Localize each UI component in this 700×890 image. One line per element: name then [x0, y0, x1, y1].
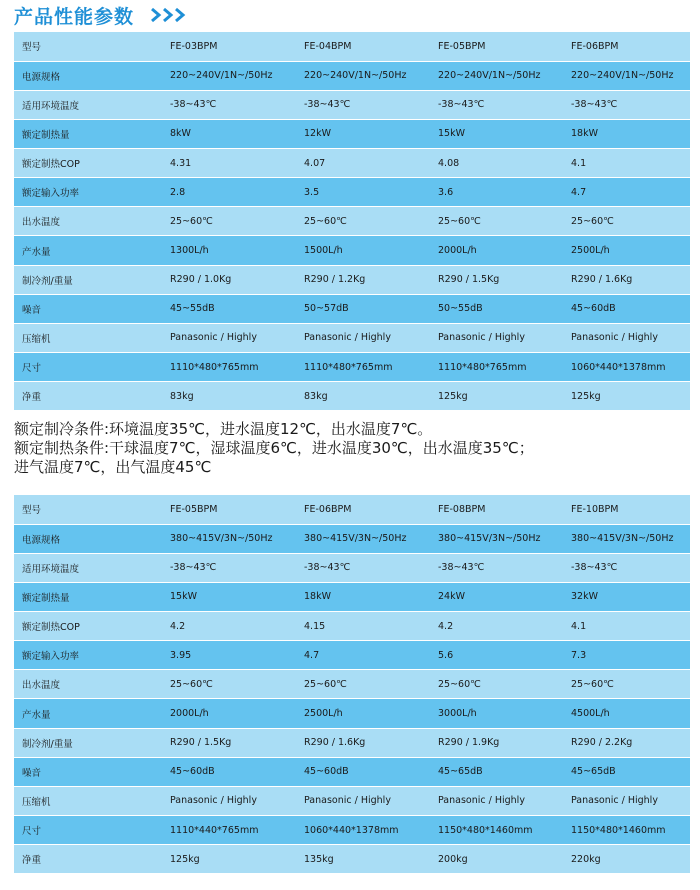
- table-cell: 1110*440*765mm: [162, 816, 296, 845]
- table-cell: 25~60℃: [430, 207, 563, 236]
- table-cell: 200kg: [430, 845, 563, 874]
- row-label: 电源规格: [14, 524, 162, 553]
- table-cell: 4.2: [162, 612, 296, 641]
- row-label: 尺寸: [14, 353, 162, 382]
- row-label: 净重: [14, 382, 162, 411]
- table-cell: -38~43℃: [162, 553, 296, 582]
- table-cell: Panasonic / Highly: [162, 323, 296, 352]
- table-cell: 12kW: [296, 119, 430, 148]
- table-cell: Panasonic / Highly: [162, 786, 296, 815]
- table-cell: 125kg: [563, 382, 690, 411]
- table-cell: 18kW: [296, 582, 430, 611]
- table-cell: 220~240V/1N~/50Hz: [563, 61, 690, 90]
- row-label: 制冷剂/重量: [14, 728, 162, 757]
- table-cell: 1110*480*765mm: [296, 353, 430, 382]
- table-row: [14, 786, 690, 815]
- row-label: 噪音: [14, 294, 162, 323]
- table-cell: 45~65dB: [430, 757, 563, 786]
- table-cell: 1110*480*765mm: [430, 353, 563, 382]
- table-cell: FE-05BPM: [162, 495, 296, 524]
- table-cell: 2.8: [162, 178, 296, 207]
- table-cell: 24kW: [430, 582, 563, 611]
- table-row: [14, 265, 690, 294]
- table-cell: 4.1: [563, 149, 690, 178]
- table-cell: Panasonic / Highly: [563, 323, 690, 352]
- table-cell: 1060*440*1378mm: [563, 353, 690, 382]
- table-row: [14, 236, 690, 265]
- table-cell: 380~415V/3N~/50Hz: [430, 524, 563, 553]
- table-cell: 2500L/h: [296, 699, 430, 728]
- table-cell: Panasonic / Highly: [430, 323, 563, 352]
- row-label: 型号: [14, 32, 162, 61]
- table-cell: 2000L/h: [430, 236, 563, 265]
- table-row: [14, 207, 690, 236]
- row-label: 适用环境温度: [14, 553, 162, 582]
- table-cell: 220~240V/1N~/50Hz: [430, 61, 563, 90]
- table-cell: -38~43℃: [162, 90, 296, 119]
- table-cell: 4.7: [563, 178, 690, 207]
- table-row: [14, 612, 690, 641]
- table-cell: 15kW: [162, 582, 296, 611]
- table-row: [14, 582, 690, 611]
- table-cell: R290 / 2.2Kg: [563, 728, 690, 757]
- table-row: [14, 524, 690, 553]
- cooling-conditions-text: 额定制冷条件:环境温度35℃，进水温度12℃，出水温度7℃。: [14, 420, 433, 438]
- row-label: 额定制热量: [14, 582, 162, 611]
- table-cell: 4.15: [296, 612, 430, 641]
- table-cell: 125kg: [162, 845, 296, 874]
- row-label: 出水温度: [14, 670, 162, 699]
- table-cell: 3.6: [430, 178, 563, 207]
- table-cell: 7.3: [563, 641, 690, 670]
- table-row: [14, 149, 690, 178]
- table-cell: FE-03BPM: [162, 32, 296, 61]
- table-cell: -38~43℃: [563, 553, 690, 582]
- row-label: 适用环境温度: [14, 90, 162, 119]
- section-title: 产品性能参数: [14, 5, 135, 28]
- air-temperature-conditions-text: 进气温度7℃，出气温度45℃: [14, 458, 212, 476]
- row-label: 额定制热COP: [14, 149, 162, 178]
- row-label: 制冷剂/重量: [14, 265, 162, 294]
- table-cell: 4.2: [430, 612, 563, 641]
- table-cell: 45~65dB: [563, 757, 690, 786]
- table-row: [14, 553, 690, 582]
- row-label: 尺寸: [14, 816, 162, 845]
- row-label: 产水量: [14, 699, 162, 728]
- table-cell: R290 / 1.6Kg: [296, 728, 430, 757]
- table-cell: 25~60℃: [563, 207, 690, 236]
- triple-chevron-right-icon: [150, 7, 190, 23]
- table-cell: Panasonic / Highly: [296, 786, 430, 815]
- table-cell: R290 / 1.0Kg: [162, 265, 296, 294]
- table-cell: 1060*440*1378mm: [296, 816, 430, 845]
- table-row: [14, 32, 690, 61]
- table-cell: 25~60℃: [296, 670, 430, 699]
- table-cell: R290 / 1.2Kg: [296, 265, 430, 294]
- table-cell: 2000L/h: [162, 699, 296, 728]
- table-cell: 5.6: [430, 641, 563, 670]
- table-cell: Panasonic / Highly: [296, 323, 430, 352]
- table-cell: 25~60℃: [162, 670, 296, 699]
- table-cell: 220~240V/1N~/50Hz: [162, 61, 296, 90]
- table-cell: FE-06BPM: [563, 32, 690, 61]
- table-row: [14, 353, 690, 382]
- table-row: [14, 641, 690, 670]
- table-cell: 220kg: [563, 845, 690, 874]
- table-cell: 1300L/h: [162, 236, 296, 265]
- table-cell: 32kW: [563, 582, 690, 611]
- table-cell: 18kW: [563, 119, 690, 148]
- table-cell: 25~60℃: [563, 670, 690, 699]
- table-cell: 15kW: [430, 119, 563, 148]
- table-cell: R290 / 1.9Kg: [430, 728, 563, 757]
- table-cell: 83kg: [162, 382, 296, 411]
- table-cell: 2500L/h: [563, 236, 690, 265]
- table-cell: FE-04BPM: [296, 32, 430, 61]
- table-cell: Panasonic / Highly: [430, 786, 563, 815]
- table-row: [14, 845, 690, 874]
- row-label: 电源规格: [14, 61, 162, 90]
- table-cell: 4.31: [162, 149, 296, 178]
- table-cell: -38~43℃: [296, 553, 430, 582]
- table-cell: 83kg: [296, 382, 430, 411]
- table-cell: 3.5: [296, 178, 430, 207]
- table-cell: -38~43℃: [296, 90, 430, 119]
- table-cell: 3000L/h: [430, 699, 563, 728]
- table-cell: 25~60℃: [296, 207, 430, 236]
- table-cell: FE-10BPM: [563, 495, 690, 524]
- table-cell: 4.07: [296, 149, 430, 178]
- table-cell: -38~43℃: [430, 553, 563, 582]
- table-cell: 380~415V/3N~/50Hz: [162, 524, 296, 553]
- row-label: 出水温度: [14, 207, 162, 236]
- table-cell: FE-05BPM: [430, 32, 563, 61]
- table-row: [14, 728, 690, 757]
- table-cell: -38~43℃: [430, 90, 563, 119]
- table-cell: 50~55dB: [430, 294, 563, 323]
- table-cell: 1110*480*765mm: [162, 353, 296, 382]
- row-label: 额定输入功率: [14, 641, 162, 670]
- table-cell: R290 / 1.5Kg: [430, 265, 563, 294]
- table-row: [14, 323, 690, 352]
- row-label: 净重: [14, 845, 162, 874]
- table-cell: 8kW: [162, 119, 296, 148]
- table-row: [14, 178, 690, 207]
- table-row: [14, 495, 690, 524]
- table-cell: 135kg: [296, 845, 430, 874]
- table-cell: 45~60dB: [563, 294, 690, 323]
- row-label: 额定制热量: [14, 119, 162, 148]
- table-cell: 50~57dB: [296, 294, 430, 323]
- rated-conditions: [14, 420, 690, 477]
- table-cell: 25~60℃: [162, 207, 296, 236]
- table-cell: FE-06BPM: [296, 495, 430, 524]
- row-label: 噪音: [14, 757, 162, 786]
- spec-table-three-phase: [14, 495, 690, 874]
- table-row: [14, 294, 690, 323]
- table-cell: 25~60℃: [430, 670, 563, 699]
- table-row: [14, 670, 690, 699]
- table-cell: 45~60dB: [162, 757, 296, 786]
- table-cell: 1500L/h: [296, 236, 430, 265]
- table-cell: R290 / 1.5Kg: [162, 728, 296, 757]
- table-cell: FE-08BPM: [430, 495, 563, 524]
- table-cell: 1150*480*1460mm: [430, 816, 563, 845]
- row-label: 额定制热COP: [14, 612, 162, 641]
- table-row: [14, 61, 690, 90]
- table-cell: 380~415V/3N~/50Hz: [296, 524, 430, 553]
- table-cell: 45~60dB: [296, 757, 430, 786]
- table-cell: 3.95: [162, 641, 296, 670]
- row-label: 产水量: [14, 236, 162, 265]
- table-cell: 4.7: [296, 641, 430, 670]
- table-cell: R290 / 1.6Kg: [563, 265, 690, 294]
- row-label: 型号: [14, 495, 162, 524]
- row-label: 压缩机: [14, 786, 162, 815]
- table-cell: -38~43℃: [563, 90, 690, 119]
- section-heading: [14, 0, 190, 30]
- table-cell: 380~415V/3N~/50Hz: [563, 524, 690, 553]
- row-label: 额定输入功率: [14, 178, 162, 207]
- table-row: [14, 382, 690, 411]
- table-row: [14, 119, 690, 148]
- table-cell: Panasonic / Highly: [563, 786, 690, 815]
- table-row: [14, 757, 690, 786]
- spec-table-single-phase: [14, 32, 690, 411]
- heating-conditions-text: 额定制热条件:干球温度7℃，湿球温度6℃，进水温度30℃，出水温度35℃；: [14, 439, 534, 457]
- table-cell: 1150*480*1460mm: [563, 816, 690, 845]
- table-cell: 4500L/h: [563, 699, 690, 728]
- table-cell: 4.08: [430, 149, 563, 178]
- table-cell: 45~55dB: [162, 294, 296, 323]
- table-cell: 4.1: [563, 612, 690, 641]
- table-row: [14, 699, 690, 728]
- table-cell: 125kg: [430, 382, 563, 411]
- table-row: [14, 90, 690, 119]
- table-row: [14, 816, 690, 845]
- table-cell: 220~240V/1N~/50Hz: [296, 61, 430, 90]
- row-label: 压缩机: [14, 323, 162, 352]
